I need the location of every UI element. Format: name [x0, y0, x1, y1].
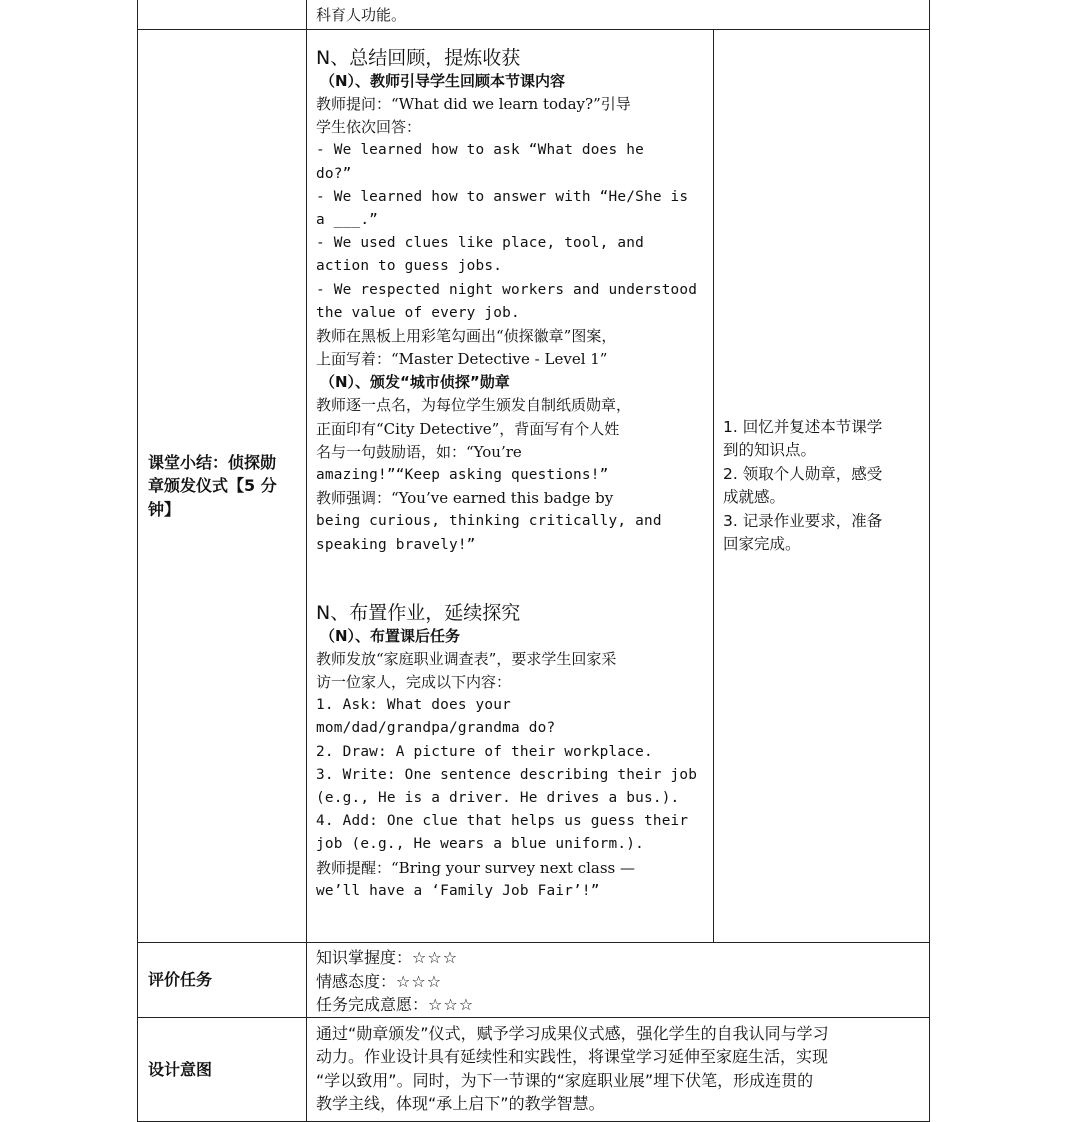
student-text-line: 2. 领取个人勋章，感受 — [723, 464, 883, 483]
text-line: the value of every job. — [316, 304, 520, 321]
lesson-plan-table — [137, 0, 930, 1122]
student-text-line: 回家完成。 — [723, 535, 801, 553]
text-line: 4. Add: One clue that helps us guess their — [316, 813, 689, 830]
design-text-line: 通过“勋章颁发”仪式，赋予学习成果仪式感，强化学生的自我认同与学习 — [316, 1023, 829, 1043]
text-line: 1. Ask: What does your — [316, 697, 512, 714]
homework-text-block — [316, 648, 704, 903]
star-rating-icon: ☆☆☆ — [412, 948, 459, 967]
evaluation-row — [138, 943, 930, 1018]
text-line: - We respected night workers and understood — [316, 281, 698, 298]
student-activity-text — [723, 416, 920, 557]
design-intent-content-cell — [307, 1017, 930, 1121]
design-intent-label-cell — [138, 1017, 307, 1121]
design-text-line: “学以致用”。同时，为下一节课的“家庭职业展”埋下伏笔，形成连贯的 — [316, 1070, 814, 1090]
evaluation-item-name: 任务完成意愿： — [316, 995, 429, 1014]
text-line: 上面写着：“Master Detective - Level 1” — [316, 350, 608, 369]
subsection-heading-badge: （N）、颁发“城市侦探”勋章 — [320, 373, 510, 392]
text-line: 学生依次回答： — [316, 118, 422, 137]
evaluation-item — [316, 993, 920, 1017]
text-line: - We learned how to ask “What does he — [316, 142, 644, 159]
text-line: amazing!”“Keep asking questions!” — [316, 467, 609, 484]
design-text-line: 教学主线，体现“承上启下”的教学智慧。 — [316, 1094, 605, 1113]
empty-cell — [138, 0, 307, 30]
evaluation-label-cell — [138, 943, 307, 1018]
summary-label-line: 钟】 — [148, 499, 181, 519]
previous-row-text-cell — [307, 0, 930, 30]
text-line: do?” — [316, 165, 352, 182]
subsection-heading-homework: （N）、布置课后任务 — [320, 626, 461, 645]
text-line: (e.g., He is a driver. He drives a bus.). — [316, 790, 680, 807]
text-line: action to guess jobs. — [316, 258, 503, 275]
text-line: 访一位家人，完成以下内容： — [316, 673, 512, 692]
text-line: 教师提问：“What did we learn today?”引导 — [316, 95, 631, 113]
text-line: 正面印有“City Detective”，背面写有个人姓 — [316, 419, 620, 438]
text-line: being curious, thinking critically, and — [316, 513, 662, 530]
evaluation-label: 评价任务 — [148, 970, 213, 990]
text-line: 教师强调：“You’ve earned this badge by — [316, 489, 614, 508]
design-intent-row — [138, 1017, 930, 1121]
text-line: 教师提醒：“Bring your survey next class — — [316, 858, 636, 877]
summary-label-line: 课堂小结：侦探勋 — [148, 452, 277, 472]
text-line: - We learned how to answer with “He/She is — [316, 188, 689, 205]
evaluation-item-name: 情感态度： — [316, 971, 397, 991]
student-text-line: 到的知识点。 — [723, 441, 817, 459]
evaluation-item — [316, 946, 920, 970]
student-activity-cell — [714, 30, 930, 943]
star-rating-icon: ☆☆☆ — [428, 995, 475, 1014]
text-line: we’ll have a ‘Family Job Fair’!” — [316, 882, 600, 899]
previous-row-tail — [138, 0, 930, 30]
badge-text-block — [316, 394, 704, 556]
text-line: speaking bravely!” — [316, 536, 476, 553]
summary-row — [138, 30, 930, 943]
design-text-line: 动力。作业设计具有延续性和实践性，将课堂学习延伸至家庭生活，实现 — [316, 1047, 829, 1066]
text-line: 教师发放“家庭职业调查表”，要求学生回家采 — [316, 649, 617, 668]
section-heading-homework: N、布置作业，延续探究 — [316, 601, 521, 624]
text-line: 3. Write: One sentence describing their job — [316, 766, 698, 783]
text-line: 2. Draw: A picture of their workplace. — [316, 743, 653, 760]
text-line: - We used clues like place, tool, and — [316, 235, 644, 252]
evaluation-content-cell — [307, 943, 930, 1018]
summary-label-cell — [138, 30, 307, 943]
evaluation-item — [316, 970, 920, 994]
star-rating-icon: ☆☆☆ — [396, 971, 443, 991]
subsection-heading-review: （N）、教师引导学生回顾本节课内容 — [320, 72, 566, 90]
text-line: 教师在黑板上用彩笔勾画出“侦探徽章”图案， — [316, 327, 617, 346]
text-line: mom/dad/grandpa/grandma do? — [316, 720, 556, 737]
review-text-block — [316, 93, 704, 371]
design-intent-label: 设计意图 — [148, 1059, 213, 1079]
text-line: job (e.g., He wears a blue uniform.). — [316, 836, 644, 853]
student-text-line: 成就感。 — [723, 488, 786, 506]
student-text-line: 3. 记录作业要求，准备 — [723, 511, 883, 530]
student-text-line: 1. 回忆并复述本节课学 — [723, 417, 883, 436]
previous-row-text: 科育人功能。 — [316, 6, 407, 24]
text-line: 教师逐一点名，为每位学生颁发自制纸质勋章， — [316, 396, 632, 415]
section-heading-review: N、总结回顾，提炼收获 — [316, 47, 521, 69]
text-line: 名与一句鼓励语，如：“You’re — [316, 442, 522, 461]
text-line: a ___.” — [316, 212, 379, 229]
summary-label-line: 章颁发仪式【5 分 — [148, 476, 277, 496]
evaluation-item-name: 知识掌握度： — [316, 948, 413, 967]
design-intent-text — [316, 1022, 920, 1116]
evaluation-list — [316, 946, 920, 1017]
teacher-activity-cell — [307, 30, 714, 943]
